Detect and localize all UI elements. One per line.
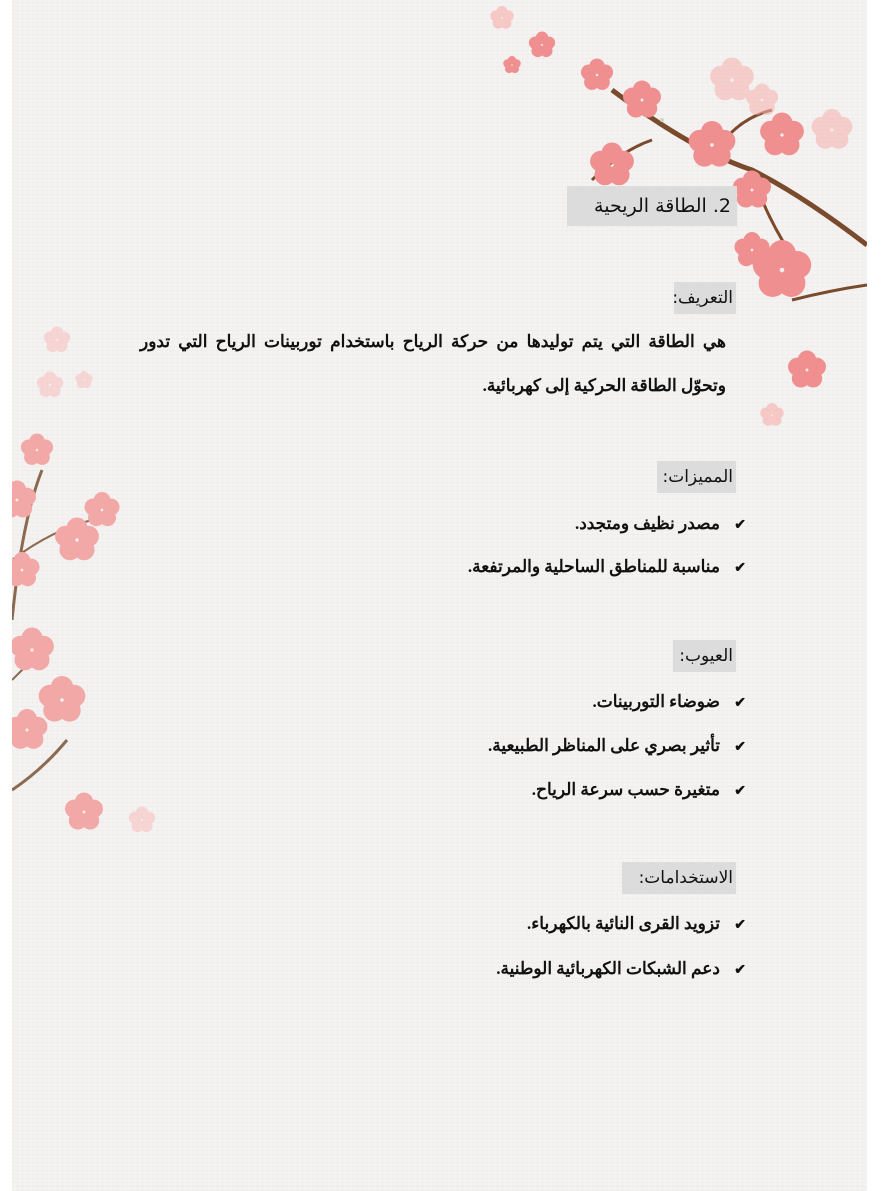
check-icon: ✔	[734, 784, 746, 799]
list-item-text: متغيرة حسب سرعة الرياح.	[531, 780, 720, 799]
list-item	[496, 953, 746, 987]
list-item	[468, 551, 746, 585]
check-icon: ✔	[734, 963, 746, 978]
check-icon: ✔	[734, 918, 746, 933]
advantages-heading: المميزات:	[657, 461, 736, 493]
cherry-blossom-icon	[12, 327, 155, 833]
list-item	[575, 508, 746, 542]
check-icon: ✔	[734, 740, 746, 755]
list-item-text: مناسبة للمناطق الساحلية والمرتفعة.	[467, 557, 720, 576]
definition-heading: التعريف:	[674, 282, 736, 314]
list-item	[532, 774, 746, 808]
document-page	[12, 0, 867, 1191]
check-icon: ✔	[734, 561, 746, 576]
list-item	[488, 730, 746, 764]
list-item-text: تزويد القرى النائية بالكهرباء.	[527, 914, 720, 933]
list-item-text: ضوضاء التوربينات.	[592, 692, 720, 711]
definition-text: هي الطاقة التي يتم توليدها من حركة الرياح باستخدام توربينات الرياح التي تدور وتحوّل الطاقة الحركية إلى كهربائية.	[140, 332, 726, 395]
list-item-text: تأثير بصري على المناظر الطبيعية.	[487, 736, 720, 755]
list-item	[592, 686, 746, 720]
check-icon: ✔	[734, 696, 746, 711]
list-item	[527, 908, 746, 942]
uses-heading: الاستخدامات:	[622, 862, 736, 894]
list-item-text: مصدر نظيف ومتجدد.	[574, 514, 720, 533]
page-margin	[867, 0, 892, 1191]
disadvantages-heading: العيوب:	[673, 640, 736, 672]
check-icon: ✔	[734, 518, 746, 533]
cherry-blossom-decoration	[12, 0, 867, 1191]
page-title: 2. الطاقة الريحية	[567, 186, 737, 226]
list-item-text: دعم الشبكات الكهربائية الوطنية.	[496, 959, 720, 978]
